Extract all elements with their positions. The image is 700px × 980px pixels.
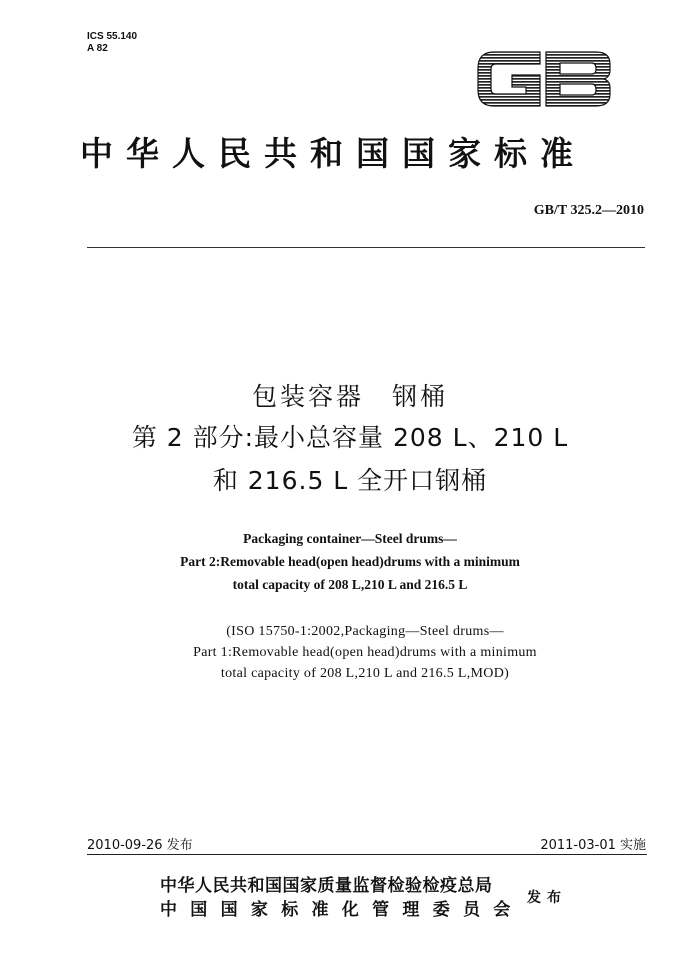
- title-zh-line2: 第 2 部分:最小总容量 208 L、210 L: [131, 423, 569, 452]
- class-code: A 82: [87, 43, 108, 54]
- issuer-line2: 中国国家标准化管理委员会: [160, 900, 524, 920]
- title-zh-line3: 和 216.5 L 全开口钢桶: [212, 466, 488, 495]
- iso-ref-line3: total capacity of 208 L,210 L and 216.5 L,MOD): [220, 666, 510, 681]
- title-zh-line1: 包装容器 钢桶: [251, 382, 448, 411]
- ics-code: ICS 55.140: [87, 31, 138, 42]
- standard-code: GB/T 325.2—2010: [533, 203, 644, 218]
- title-en-line3: total capacity of 208 L,210 L and 216.5 L: [232, 577, 468, 592]
- title-en-line2: Part 2:Removable head(open head)drums with a minimum: [180, 554, 520, 569]
- implement-date: 2011-03-01 实施: [540, 838, 646, 853]
- title-en-line1: Packaging container—Steel drums—: [243, 531, 457, 546]
- classification-block: [87, 31, 137, 55]
- gb-logo-icon: [474, 42, 614, 116]
- iso-ref-line2: Part 1:Removable head(open head)drums with a minimum: [193, 645, 537, 660]
- iso-ref-line1: (ISO 15750-1:2002,Packaging—Steel drums—: [226, 624, 504, 639]
- header-divider: [87, 247, 645, 248]
- issue-date: 2010-09-26 发布: [87, 838, 193, 853]
- publish-label: 发布: [527, 890, 567, 906]
- org-title: 中华人民共和国国家标准: [80, 134, 586, 173]
- footer-divider: [87, 854, 647, 855]
- issuer-line1: 中华人民共和国国家质量监督检验检疫总局: [160, 876, 493, 896]
